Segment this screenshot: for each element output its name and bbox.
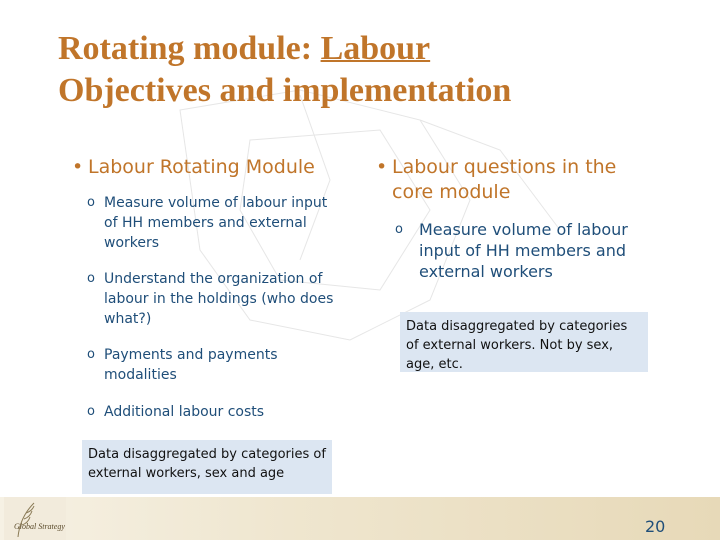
left-heading-text: Labour Rotating Module: [88, 156, 315, 178]
left-item-2: [87, 269, 349, 329]
right-heading: [376, 155, 662, 205]
right-note-text: Data disaggregated by categories of external workers. Not by sex, age, etc.: [406, 319, 628, 372]
left-item-3-text: Payments and payments modalities: [104, 347, 278, 383]
left-item-1: [87, 193, 344, 253]
sub-bullet-marker: o: [87, 347, 95, 362]
left-item-3: [87, 345, 344, 385]
sub-bullet-marker: o: [87, 271, 95, 286]
left-item-1-text: Measure volume of labour input of HH members and external workers: [104, 195, 328, 251]
right-heading-text: Labour questions in the core module: [392, 156, 617, 203]
bullet-dot: •: [72, 156, 84, 178]
page-number: 20: [645, 517, 666, 536]
sub-bullet-marker: o: [87, 404, 95, 419]
left-note-text: Data disaggregated by categories of external workers, sex and age: [88, 447, 326, 481]
left-item-2-text: Understand the organization of labour in the holdings (who does what?): [104, 271, 334, 327]
bullet-dot: •: [376, 156, 388, 178]
title-prefix: Rotating module:: [58, 30, 321, 67]
right-note: [400, 312, 648, 372]
left-note: [82, 440, 332, 494]
footer-band: [0, 497, 720, 540]
wheat-icon: [4, 497, 66, 540]
slide-title: [58, 28, 698, 112]
sub-bullet-marker: o: [87, 195, 95, 210]
left-item-4: [87, 402, 344, 422]
right-item-1: [395, 219, 654, 282]
title-underlined-word: Labour: [320, 30, 431, 67]
sub-bullet-marker: o: [395, 222, 403, 237]
right-item-1-text: Measure volume of labour input of HH members and external workers: [419, 220, 628, 281]
title-line2: Objectives and implementation: [58, 72, 512, 109]
global-strategy-logo: [4, 497, 66, 540]
logo-text: Global Strategy: [14, 522, 65, 531]
left-item-4-text: Additional labour costs: [104, 404, 265, 420]
left-heading: [72, 155, 348, 180]
